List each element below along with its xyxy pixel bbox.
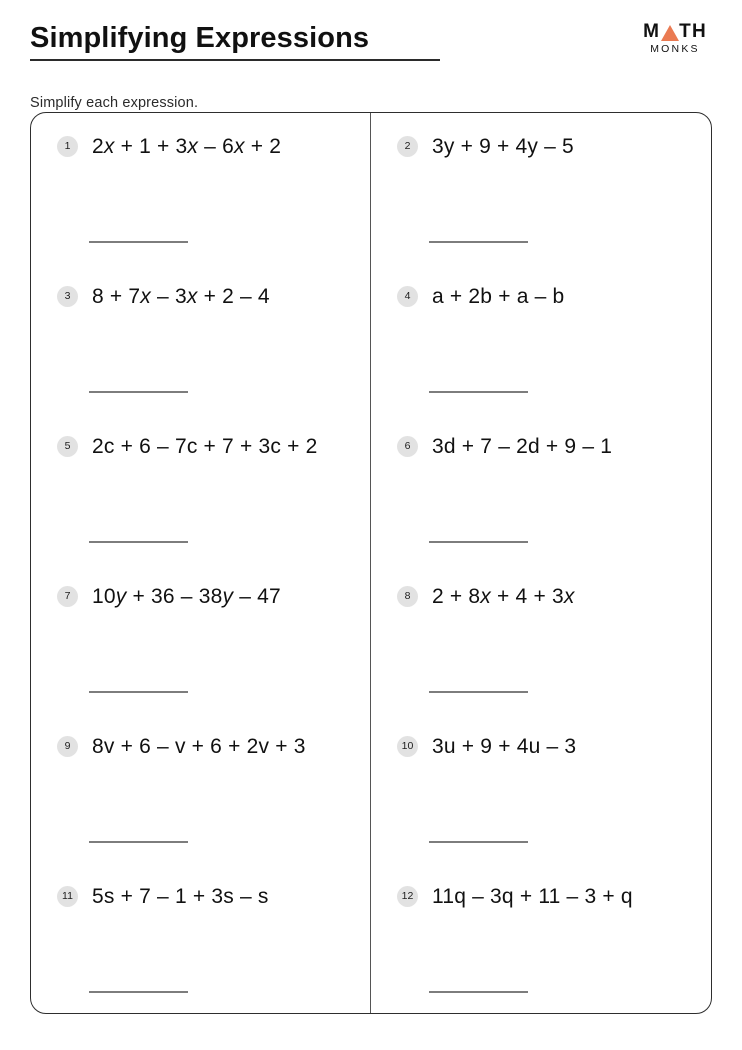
problem-number-badge: 6 xyxy=(397,436,418,457)
problem-expression: 10y + 36 – 38y – 47 xyxy=(92,585,281,608)
problem-item xyxy=(31,713,370,863)
problem-number-badge: 4 xyxy=(397,286,418,307)
problem-header xyxy=(57,585,360,608)
answer-line[interactable] xyxy=(429,541,528,543)
answer-line[interactable] xyxy=(89,691,188,693)
logo-subtext: MONKS xyxy=(650,43,700,55)
logo-letters-th: TH xyxy=(679,21,707,42)
problems-container xyxy=(30,112,712,1014)
answer-line[interactable] xyxy=(429,391,528,393)
problem-item xyxy=(31,413,370,563)
problem-expression: a + 2b + a – b xyxy=(432,285,565,308)
problem-expression: 8v + 6 – v + 6 + 2v + 3 xyxy=(92,735,306,758)
problem-number-badge: 9 xyxy=(57,736,78,757)
problem-header xyxy=(57,285,360,308)
answer-line[interactable] xyxy=(429,841,528,843)
problem-header xyxy=(397,285,701,308)
answer-line[interactable] xyxy=(89,841,188,843)
answer-line[interactable] xyxy=(429,241,528,243)
problem-item xyxy=(31,563,370,713)
answer-line[interactable] xyxy=(429,691,528,693)
logo-letter-m: M xyxy=(643,21,661,42)
problem-number-badge: 8 xyxy=(397,586,418,607)
triangle-a-icon xyxy=(661,25,679,41)
problems-column-left xyxy=(31,113,371,1013)
problem-header xyxy=(57,135,360,158)
page-title: Simplifying Expressions xyxy=(30,22,370,54)
problem-number-badge: 2 xyxy=(397,136,418,157)
problem-number-badge: 5 xyxy=(57,436,78,457)
logo-wordmark xyxy=(632,22,718,41)
answer-line[interactable] xyxy=(89,241,188,243)
problem-expression: 3u + 9 + 4u – 3 xyxy=(432,735,577,758)
answer-line[interactable] xyxy=(429,991,528,993)
problem-item xyxy=(31,863,370,1013)
problem-header xyxy=(57,885,360,908)
problem-expression: 2 + 8x + 4 + 3x xyxy=(432,585,575,608)
problem-header xyxy=(397,585,701,608)
problem-number-badge: 3 xyxy=(57,286,78,307)
problem-item xyxy=(371,713,711,863)
problem-number-badge: 7 xyxy=(57,586,78,607)
math-monks-logo xyxy=(632,22,718,55)
answer-line[interactable] xyxy=(89,541,188,543)
problem-item xyxy=(31,263,370,413)
problem-header xyxy=(397,135,701,158)
problem-number-badge: 12 xyxy=(397,886,418,907)
problem-item xyxy=(371,863,711,1013)
problem-number-badge: 10 xyxy=(397,736,418,757)
problem-expression: 3d + 7 – 2d + 9 – 1 xyxy=(432,435,613,458)
problem-number-badge: 11 xyxy=(57,886,78,907)
title-underline xyxy=(30,59,440,60)
problem-expression: 2x + 1 + 3x – 6x + 2 xyxy=(92,135,282,158)
problem-header xyxy=(57,435,360,458)
problem-header xyxy=(397,735,701,758)
problems-column-right xyxy=(371,113,711,1013)
answer-line[interactable] xyxy=(89,391,188,393)
problem-item xyxy=(371,113,711,263)
problem-expression: 3y + 9 + 4y – 5 xyxy=(432,135,574,158)
answer-line[interactable] xyxy=(89,991,188,993)
problem-expression: 11q – 3q + 11 – 3 + q xyxy=(432,885,633,908)
problem-number-badge: 1 xyxy=(57,136,78,157)
page-header xyxy=(0,0,742,86)
problem-item xyxy=(31,113,370,263)
problem-header xyxy=(397,435,701,458)
problem-expression: 2c + 6 – 7c + 7 + 3c + 2 xyxy=(92,435,318,458)
problem-header xyxy=(57,735,360,758)
problem-expression: 8 + 7x – 3x + 2 – 4 xyxy=(92,285,270,308)
instructions-text: Simplify each expression. xyxy=(30,95,199,111)
problem-item xyxy=(371,413,711,563)
problem-expression: 5s + 7 – 1 + 3s – s xyxy=(92,885,269,908)
problem-item xyxy=(371,563,711,713)
problem-item xyxy=(371,263,711,413)
problem-header xyxy=(397,885,701,908)
